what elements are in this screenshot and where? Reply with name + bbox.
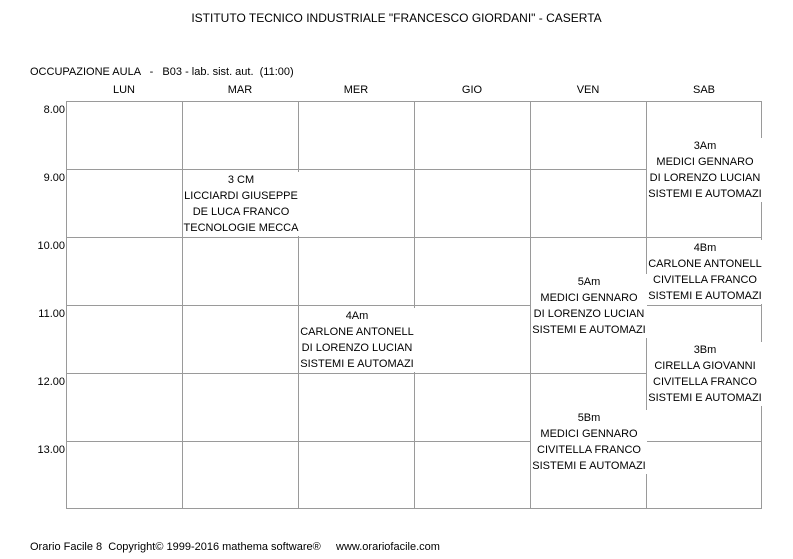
day-header-sab: SAB [692, 84, 715, 96]
day-header-gio: GIO [461, 84, 483, 96]
lesson-class: 3Am [693, 140, 717, 152]
lesson-subject: SISTEMI E AUTOMAZI [532, 460, 646, 472]
lesson-teacher: CARLONE ANTONELL [300, 326, 414, 338]
day-header-lun: LUN [112, 84, 135, 96]
lesson-teacher: MEDICI GENNARO [540, 428, 638, 440]
time-label-8: 8.00 [43, 104, 65, 116]
timetable-grid [66, 101, 762, 509]
time-label-13: 13.00 [37, 444, 65, 456]
lesson-teacher: CIVITELLA FRANCO [653, 376, 757, 388]
lesson-subject: SISTEMI E AUTOMAZI [532, 324, 646, 336]
lesson-class: 3 CM [227, 174, 255, 186]
lesson-teacher: MEDICI GENNARO [656, 156, 754, 168]
lesson-block-sab-4bm[interactable] [647, 240, 763, 304]
lesson-subject: SISTEMI E AUTOMAZI [300, 358, 414, 370]
day-header-mar: MAR [227, 84, 253, 96]
lesson-class: 3Bm [693, 344, 717, 356]
grid-row-divider [67, 237, 761, 238]
grid-row-divider [67, 305, 761, 306]
school-title: ISTITUTO TECNICO INDUSTRIALE "FRANCESCO GIORDANI" - CASERTA [191, 11, 602, 25]
lesson-block-sab-3am[interactable] [647, 138, 763, 202]
lesson-class: 4Am [345, 310, 369, 322]
room-occupancy-subtitle: OCCUPAZIONE AULA - B03 - lab. sist. aut. (11:00) [30, 66, 294, 78]
time-label-9: 9.00 [43, 172, 65, 184]
lesson-teacher: DI LORENZO LUCIAN [649, 172, 761, 184]
time-label-10: 10.00 [37, 240, 65, 252]
lesson-block-mer-4am[interactable] [299, 308, 415, 372]
lesson-teacher: DI LORENZO LUCIAN [301, 342, 413, 354]
lesson-subject: TECNOLOGIE MECCA [183, 222, 299, 234]
lesson-subject: SISTEMI E AUTOMAZI [648, 290, 762, 302]
lesson-teacher: CIVITELLA FRANCO [537, 444, 641, 456]
grid-row-divider [67, 441, 761, 442]
copyright-footer: Orario Facile 8 Copyright© 1999-2016 mathema software® www.orariofacile.com [30, 541, 440, 553]
lesson-teacher: CIRELLA GIOVANNI [654, 360, 756, 372]
lesson-class: 4Bm [693, 242, 717, 254]
lesson-teacher: MEDICI GENNARO [540, 292, 638, 304]
time-label-11: 11.00 [38, 308, 65, 320]
day-header-mer: MER [343, 84, 369, 96]
lesson-block-mar-3cm[interactable] [183, 172, 299, 236]
day-header-ven: VEN [576, 84, 600, 96]
lesson-subject: SISTEMI E AUTOMAZI [648, 188, 762, 200]
lesson-teacher: LICCIARDI GIUSEPPE [184, 190, 298, 202]
lesson-class: 5Am [577, 276, 601, 288]
lesson-teacher: CARLONE ANTONELL [648, 258, 762, 270]
lesson-class: 5Bm [577, 412, 601, 424]
lesson-teacher: DI LORENZO LUCIAN [533, 308, 645, 320]
lesson-block-sab-3bm[interactable] [647, 342, 763, 406]
time-label-12: 12.00 [37, 376, 65, 388]
lesson-block-ven-5bm[interactable] [531, 410, 647, 474]
lesson-teacher: DE LUCA FRANCO [192, 206, 290, 218]
lesson-teacher: CIVITELLA FRANCO [653, 274, 757, 286]
lesson-subject: SISTEMI E AUTOMAZI [648, 392, 762, 404]
lesson-block-ven-5am[interactable] [531, 274, 647, 338]
